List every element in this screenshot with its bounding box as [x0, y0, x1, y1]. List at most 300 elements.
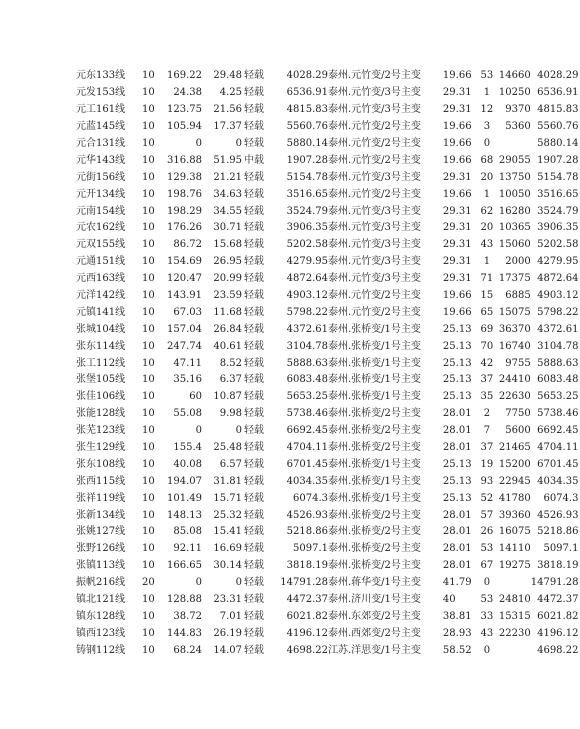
current-cell: 154.69 [167, 256, 202, 268]
capacity-cell: 4903.12 [286, 290, 328, 302]
line-name-cell: 张祥119线 [76, 492, 126, 504]
table-row [76, 186, 578, 203]
table-row [76, 575, 578, 592]
available-capacity-cell: 4903.12 [537, 290, 579, 302]
count-cell: 43 [480, 627, 494, 639]
load-status-cell: 轻载 [244, 205, 264, 217]
count-cell: 65 [480, 306, 494, 318]
load-status-cell: 轻载 [244, 594, 264, 606]
impedance-cell: 29.31 [442, 239, 472, 251]
table-row [76, 541, 578, 558]
transformer-cell: 泰州.济川变/1号主变 [328, 594, 421, 606]
current-cell: 148.13 [167, 509, 202, 521]
load-total-cell: 22230 [498, 627, 531, 639]
count-cell: 3 [483, 121, 491, 133]
count-cell: 1 [483, 256, 491, 268]
capacity-cell: 4472.37 [286, 594, 328, 606]
load-rate-cell: 34.63 [213, 188, 242, 200]
load-status-cell: 轻载 [244, 391, 264, 403]
transformer-cell: 泰州.张桥变/1号主变 [328, 340, 421, 352]
available-capacity-cell: 3524.79 [537, 205, 579, 217]
line-name-cell: 元街156线 [76, 171, 126, 183]
load-status-cell: 轻载 [244, 610, 264, 622]
voltage-cell: 10 [142, 273, 155, 285]
load-status-cell: 轻载 [244, 138, 264, 149]
feeder-load-table [76, 68, 578, 659]
available-capacity-cell: 4279.95 [537, 256, 579, 268]
load-status-cell: 轻载 [244, 323, 264, 335]
table-row [76, 136, 578, 153]
load-total-cell: 2000 [505, 256, 531, 268]
available-capacity-cell: 5154.78 [537, 171, 579, 183]
available-capacity-cell: 6074.3 [543, 492, 579, 504]
load-total-cell: 16280 [498, 205, 531, 217]
impedance-cell: 25.13 [442, 391, 472, 403]
load-rate-cell: 15.41 [213, 526, 242, 538]
load-status-cell: 轻载 [244, 442, 264, 454]
table-row [76, 558, 578, 575]
load-status-cell: 轻载 [244, 188, 264, 200]
table-row [76, 625, 578, 642]
table-row [76, 406, 578, 423]
transformer-cell: 泰州.张桥变/2号主变 [328, 526, 421, 538]
current-cell: 38.72 [173, 610, 202, 622]
available-capacity-cell: 3818.19 [537, 560, 579, 572]
load-rate-cell: 21.21 [213, 171, 242, 183]
load-total-cell: 5600 [505, 425, 531, 437]
load-status-cell: 轻载 [244, 509, 264, 521]
available-capacity-cell: 4472.37 [537, 594, 579, 606]
transformer-cell: 泰州.元竹变/3号主变 [328, 171, 421, 183]
load-status-cell: 轻载 [244, 256, 264, 268]
available-capacity-cell: 3516.65 [537, 188, 579, 200]
transformer-cell: 泰州.东郊变/2号主变 [328, 610, 421, 622]
table-row [76, 85, 578, 102]
current-cell: 60 [189, 391, 202, 403]
impedance-cell: 38.81 [442, 610, 472, 622]
transformer-cell: 泰州.张桥变/1号主变 [328, 458, 421, 470]
transformer-cell: 泰州.张桥变/1号主变 [328, 323, 421, 335]
transformer-cell: 泰州.张桥变/2号主变 [328, 408, 421, 420]
current-cell: 123.75 [167, 104, 202, 116]
count-cell: 69 [480, 323, 494, 335]
impedance-cell: 19.66 [442, 290, 472, 302]
transformer-cell: 泰州.元竹变/2号主变 [328, 138, 421, 149]
voltage-cell: 10 [142, 475, 155, 487]
load-status-cell: 轻载 [244, 87, 264, 99]
current-cell: 129.38 [167, 171, 202, 183]
impedance-cell: 25.13 [442, 458, 472, 470]
current-cell: 35.16 [173, 374, 202, 386]
count-cell: 93 [480, 475, 494, 487]
load-status-cell: 轻载 [244, 408, 264, 420]
count-cell: 70 [480, 340, 494, 352]
table-row [76, 254, 578, 271]
load-total-cell: 29055 [498, 154, 531, 166]
count-cell: 7 [483, 425, 491, 437]
load-total-cell: 14660 [498, 70, 531, 82]
transformer-cell: 泰州.张桥变/1号主变 [328, 475, 421, 487]
voltage-cell: 10 [142, 627, 155, 639]
impedance-cell: 19.66 [442, 70, 472, 82]
line-name-cell: 张东108线 [76, 458, 126, 470]
count-cell: 68 [480, 154, 494, 166]
current-cell: 0 [195, 577, 202, 589]
available-capacity-cell: 4815.83 [537, 104, 579, 116]
transformer-cell: 江苏.洋思变/1号主变 [328, 644, 421, 656]
current-cell: 105.94 [167, 121, 202, 133]
load-status-cell: 轻载 [244, 492, 264, 504]
voltage-cell: 10 [142, 171, 155, 183]
current-cell: 92.11 [173, 543, 202, 555]
load-rate-cell: 30.14 [213, 560, 242, 572]
load-rate-cell: 11.68 [213, 306, 242, 318]
transformer-cell: 泰州.张桥变/1号主变 [328, 374, 421, 386]
available-capacity-cell: 5888.63 [537, 357, 579, 369]
load-total-cell: 19275 [498, 560, 531, 572]
count-cell: 53 [480, 594, 494, 606]
count-cell: 71 [480, 273, 494, 285]
available-capacity-cell: 4372.61 [537, 323, 579, 335]
load-status-cell: 轻载 [244, 526, 264, 538]
capacity-cell: 6021.82 [286, 610, 328, 622]
load-status-cell: 轻载 [244, 560, 264, 572]
load-total-cell: 15315 [498, 610, 531, 622]
available-capacity-cell: 5798.22 [537, 306, 579, 318]
capacity-cell: 5798.22 [286, 306, 328, 318]
impedance-cell: 28.01 [442, 543, 472, 555]
load-status-cell: 轻载 [244, 306, 264, 318]
available-capacity-cell: 6536.91 [537, 87, 579, 99]
transformer-cell: 泰州.元竹变/3号主变 [328, 205, 421, 217]
count-cell: 53 [480, 70, 494, 82]
load-total-cell: 17375 [498, 273, 531, 285]
load-rate-cell: 15.71 [213, 492, 242, 504]
voltage-cell: 10 [142, 70, 155, 82]
load-rate-cell: 26.95 [213, 256, 242, 268]
line-name-cell: 元通151线 [76, 256, 126, 268]
load-rate-cell: 51.95 [213, 154, 242, 166]
table-row [76, 237, 578, 254]
voltage-cell: 10 [142, 188, 155, 200]
current-cell: 47.11 [173, 357, 202, 369]
capacity-cell: 5653.25 [286, 391, 328, 403]
line-name-cell: 张西115线 [76, 475, 126, 487]
available-capacity-cell: 3906.35 [537, 222, 579, 234]
count-cell: 35 [480, 391, 494, 403]
load-rate-cell: 0 [235, 425, 242, 437]
capacity-cell: 3524.79 [286, 205, 328, 217]
impedance-cell: 25.13 [442, 492, 472, 504]
load-status-cell: 轻载 [244, 222, 264, 234]
capacity-cell: 4698.22 [286, 644, 328, 656]
line-name-cell: 张东114线 [76, 340, 126, 352]
voltage-cell: 10 [142, 374, 155, 386]
transformer-cell: 泰州.张桥变/2号主变 [328, 543, 421, 555]
voltage-cell: 10 [142, 205, 155, 217]
voltage-cell: 10 [142, 323, 155, 335]
current-cell: 144.83 [167, 627, 202, 639]
load-rate-cell: 6.37 [219, 374, 242, 386]
voltage-cell: 20 [142, 577, 155, 589]
available-capacity-cell: 5738.46 [537, 408, 579, 420]
capacity-cell: 14791.28 [280, 577, 328, 589]
table-row [76, 220, 578, 237]
voltage-cell: 10 [142, 442, 155, 454]
capacity-cell: 4034.35 [286, 475, 328, 487]
table-row [76, 592, 578, 609]
table-row [76, 473, 578, 490]
table-row [76, 338, 578, 355]
transformer-cell: 泰州.元竹变/2号主变 [328, 70, 421, 82]
impedance-cell: 29.31 [442, 256, 472, 268]
line-name-cell: 张佳106线 [76, 391, 126, 403]
voltage-cell: 10 [142, 121, 155, 133]
count-cell: 20 [480, 171, 494, 183]
voltage-cell: 10 [142, 543, 155, 555]
transformer-cell: 泰州.张桥变/1号主变 [328, 391, 421, 403]
transformer-cell: 泰州.西郊变/2号主变 [328, 627, 421, 639]
table-row [76, 271, 578, 288]
count-cell: 37 [480, 374, 494, 386]
load-total-cell: 22630 [498, 391, 531, 403]
table-row [76, 102, 578, 119]
current-cell: 194.07 [167, 475, 202, 487]
current-cell: 247.74 [167, 340, 202, 352]
load-total-cell: 7750 [505, 408, 531, 420]
available-capacity-cell: 4526.93 [537, 509, 579, 521]
capacity-cell: 4372.61 [286, 323, 328, 335]
available-capacity-cell: 4698.22 [537, 644, 579, 656]
capacity-cell: 3818.19 [286, 560, 328, 572]
load-rate-cell: 0 [235, 138, 242, 149]
load-rate-cell: 23.59 [213, 290, 242, 302]
count-cell: 62 [480, 205, 494, 217]
transformer-cell: 泰州.元竹变/3号主变 [328, 239, 421, 251]
line-name-cell: 振帆216线 [76, 577, 126, 589]
capacity-cell: 6701.45 [286, 458, 328, 470]
line-name-cell: 元东133线 [76, 70, 126, 82]
voltage-cell: 10 [142, 340, 155, 352]
transformer-cell: 泰州.张桥变/2号主变 [328, 509, 421, 521]
capacity-cell: 4815.83 [286, 104, 328, 116]
capacity-cell: 5097.1 [293, 543, 328, 555]
count-cell: 0 [483, 577, 491, 589]
current-cell: 166.65 [167, 560, 202, 572]
line-name-cell: 元镇141线 [76, 306, 126, 318]
impedance-cell: 28.01 [442, 560, 472, 572]
load-status-cell: 轻载 [244, 627, 264, 639]
line-name-cell: 元合131线 [76, 138, 126, 149]
load-status-cell: 轻载 [244, 70, 264, 82]
table-row [76, 372, 578, 389]
load-rate-cell: 26.19 [213, 627, 242, 639]
capacity-cell: 4872.64 [286, 273, 328, 285]
voltage-cell: 10 [142, 239, 155, 251]
current-cell: 85.08 [173, 526, 202, 538]
table-row [76, 152, 578, 169]
voltage-cell: 10 [142, 526, 155, 538]
voltage-cell: 10 [142, 154, 155, 166]
available-capacity-cell: 3104.78 [537, 340, 579, 352]
available-capacity-cell: 4028.29 [537, 70, 579, 82]
impedance-cell: 25.13 [442, 357, 472, 369]
impedance-cell: 25.13 [442, 374, 472, 386]
voltage-cell: 10 [142, 306, 155, 318]
table-row [76, 355, 578, 372]
load-total-cell: 6885 [505, 290, 531, 302]
load-status-cell: 轻载 [244, 273, 264, 285]
table-row [76, 68, 578, 85]
capacity-cell: 4028.29 [286, 70, 328, 82]
current-cell: 198.76 [167, 188, 202, 200]
load-total-cell: 13750 [498, 171, 531, 183]
load-total-cell: 10365 [498, 222, 531, 234]
load-total-cell: 24410 [498, 374, 531, 386]
available-capacity-cell: 4196.12 [537, 627, 579, 639]
capacity-cell: 6074.3 [293, 492, 328, 504]
voltage-cell: 10 [142, 87, 155, 99]
current-cell: 157.04 [167, 323, 202, 335]
count-cell: 53 [480, 543, 494, 555]
count-cell: 52 [480, 492, 494, 504]
voltage-cell: 10 [142, 256, 155, 268]
impedance-cell: 25.13 [442, 475, 472, 487]
voltage-cell: 10 [142, 560, 155, 572]
voltage-cell: 10 [142, 509, 155, 521]
load-total-cell [499, 642, 531, 659]
load-total-cell: 5360 [505, 121, 531, 133]
load-status-cell: 轻载 [244, 425, 264, 437]
transformer-cell: 泰州.元竹变/2号主变 [328, 154, 421, 166]
load-rate-cell: 23.31 [213, 594, 242, 606]
impedance-cell: 29.31 [442, 104, 472, 116]
available-capacity-cell: 5880.14 [537, 138, 579, 149]
load-rate-cell: 31.81 [213, 475, 242, 487]
transformer-cell: 泰州.元竹变/2号主变 [328, 290, 421, 302]
count-cell: 19 [480, 458, 494, 470]
table-row [76, 304, 578, 321]
voltage-cell: 10 [142, 458, 155, 470]
load-total-cell: 21465 [498, 442, 531, 454]
current-cell: 68.24 [173, 644, 202, 656]
table-body [76, 68, 578, 659]
load-status-cell: 轻载 [244, 340, 264, 352]
impedance-cell: 29.31 [442, 87, 472, 99]
transformer-cell: 泰州.张桥变/1号主变 [328, 357, 421, 369]
capacity-cell: 4279.95 [286, 256, 328, 268]
capacity-cell: 5202.58 [286, 239, 328, 251]
count-cell: 43 [480, 239, 494, 251]
available-capacity-cell: 5218.86 [537, 526, 579, 538]
voltage-cell: 10 [142, 357, 155, 369]
count-cell: 15 [480, 290, 494, 302]
transformer-cell: 泰州.元竹变/2号主变 [328, 188, 421, 200]
current-cell: 101.49 [167, 492, 202, 504]
line-name-cell: 张姚127线 [76, 526, 126, 538]
load-status-cell: 轻载 [244, 374, 264, 386]
capacity-cell: 5218.86 [286, 526, 328, 538]
load-total-cell: 16740 [498, 340, 531, 352]
voltage-cell: 10 [142, 222, 155, 234]
impedance-cell: 28.01 [442, 425, 472, 437]
load-status-cell: 中载 [244, 154, 264, 166]
load-total-cell: 10250 [498, 87, 531, 99]
line-name-cell: 铸钢112线 [76, 644, 126, 656]
current-cell: 316.88 [167, 154, 202, 166]
line-name-cell: 张芜123线 [76, 425, 126, 437]
load-status-cell: 轻载 [244, 290, 264, 302]
count-cell: 42 [480, 357, 494, 369]
line-name-cell: 元工161线 [76, 104, 126, 116]
transformer-cell: 泰州.元竹变/3号主变 [328, 222, 421, 234]
load-rate-cell: 14.07 [213, 644, 242, 656]
voltage-cell: 10 [142, 425, 155, 437]
load-total-cell: 41780 [498, 492, 531, 504]
transformer-cell: 泰州.元竹变/2号主变 [328, 306, 421, 318]
current-cell: 24.38 [173, 87, 202, 99]
voltage-cell: 10 [142, 104, 155, 116]
current-cell: 198.29 [167, 205, 202, 217]
capacity-cell: 4196.12 [286, 627, 328, 639]
current-cell: 55.08 [173, 408, 202, 420]
current-cell: 40.08 [173, 458, 202, 470]
line-name-cell: 元开134线 [76, 188, 126, 200]
load-total-cell: 9370 [505, 104, 531, 116]
current-cell: 143.91 [167, 290, 202, 302]
load-rate-cell: 8.52 [219, 357, 242, 369]
capacity-cell: 6536.91 [286, 87, 328, 99]
load-rate-cell: 34.55 [213, 205, 242, 217]
load-total-cell: 24810 [498, 594, 531, 606]
transformer-cell: 泰州.张桥变/2号主变 [328, 560, 421, 572]
line-name-cell: 张镇113线 [76, 560, 126, 572]
transformer-cell: 泰州.张桥变/1号主变 [328, 492, 421, 504]
available-capacity-cell: 4034.35 [537, 475, 579, 487]
available-capacity-cell: 5560.76 [537, 121, 579, 133]
impedance-cell: 29.31 [442, 273, 472, 285]
capacity-cell: 5880.14 [286, 138, 328, 149]
load-status-cell: 轻载 [244, 239, 264, 251]
line-name-cell: 镇东128线 [76, 610, 126, 622]
available-capacity-cell: 5202.58 [537, 239, 579, 251]
table-row [76, 507, 578, 524]
available-capacity-cell: 1907.28 [537, 154, 579, 166]
count-cell: 37 [480, 442, 494, 454]
transformer-cell: 泰州.张桥变/2号主变 [328, 442, 421, 454]
impedance-cell: 29.31 [442, 222, 472, 234]
line-name-cell: 张城104线 [76, 323, 126, 335]
count-cell: 12 [480, 104, 494, 116]
table-row [76, 524, 578, 541]
impedance-cell: 19.66 [442, 306, 472, 318]
line-name-cell: 元南154线 [76, 205, 126, 217]
load-total-cell: 15200 [498, 458, 531, 470]
voltage-cell: 10 [142, 610, 155, 622]
available-capacity-cell: 4704.11 [537, 442, 579, 454]
impedance-cell: 58.52 [442, 644, 472, 656]
available-capacity-cell: 6701.45 [537, 458, 579, 470]
load-status-cell: 轻载 [244, 104, 264, 116]
current-cell: 86.72 [173, 239, 202, 251]
available-capacity-cell: 4872.64 [537, 273, 579, 285]
transformer-cell: 泰州.元竹变/3号主变 [328, 87, 421, 99]
load-rate-cell: 0 [235, 577, 242, 589]
available-capacity-cell: 14791.28 [530, 577, 579, 589]
load-total-cell: 14110 [498, 543, 531, 555]
current-cell: 120.47 [167, 273, 202, 285]
voltage-cell: 10 [142, 290, 155, 302]
